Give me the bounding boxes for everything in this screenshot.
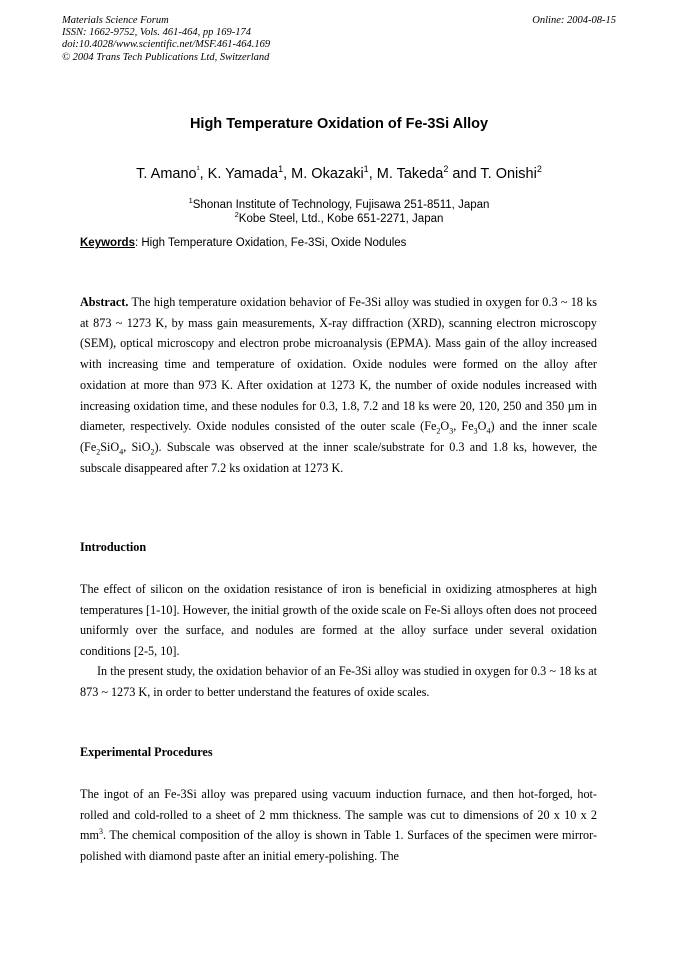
affiliation-text: Kobe Steel, Ltd., Kobe 651-2271, Japan bbox=[238, 212, 444, 225]
subscript: 3 bbox=[449, 426, 454, 436]
subscript: 4 bbox=[119, 447, 124, 457]
abstract-text: , SiO bbox=[123, 439, 151, 454]
running-header-left bbox=[62, 15, 270, 64]
author-mark: ¹ bbox=[196, 164, 200, 174]
author-sup: 1 bbox=[363, 164, 369, 174]
subscript: 2 bbox=[96, 447, 101, 457]
affiliation-sup: 1 bbox=[188, 196, 193, 205]
experimental-text: The ingot of an Fe-3Si alloy was prepared using vacuum induction furnace, and then hot-forged, hot-rolled and cold-rolled to a sheet of 2 mm thickness. The sample was cut to dimensions of 20 x 10 x 2 mm bbox=[80, 787, 597, 843]
introduction-paragraph-1: The effect of silicon on the oxidation resistance of iron is beneficial in oxidizing atmospheres at high temperatures [1-10]. However, the initial growth of the oxide scale on Fe-Si alloys often does not proceed uniformly over the surface, and nodules are formed at the alloy surface under several oxidation conditions [2-5, 10]. bbox=[80, 582, 597, 659]
section-heading-introduction: Introduction bbox=[80, 540, 147, 554]
author-name: T. Amano bbox=[136, 165, 197, 182]
issn-line: ISSN: 1662-9752, Vols. 461-464, pp 169-174 bbox=[62, 27, 251, 39]
experimental-text: . The chemical composition of the alloy is shown in Table 1. Surfaces of the specimen were mirror-polished with diamond paste after an initial emery-polishing. The bbox=[80, 828, 597, 864]
journal-name: Materials Science Forum bbox=[62, 15, 169, 26]
subscript: 2 bbox=[436, 426, 441, 436]
author-sup: 1 bbox=[278, 164, 284, 174]
abstract-text: ). Subscale was observed at the inner scale/substrate for 0.3 and 1.8 ks, however, the subscale disappeared after 7.2 ks oxidation at 1273 K. bbox=[80, 439, 597, 475]
subscript: 2 bbox=[150, 447, 155, 457]
subscript: 4 bbox=[486, 426, 491, 436]
doi-line: doi:10.4028/www.scientific.net/MSF.461-464.169 bbox=[62, 39, 271, 51]
paper-title: High Temperature Oxidation of Fe-3Si Alloy bbox=[189, 116, 489, 132]
abstract-text: SiO bbox=[100, 439, 120, 454]
author-sup: 2 bbox=[443, 164, 449, 174]
copyright-line: © 2004 Trans Tech Publications Ltd, Switzerland bbox=[62, 51, 270, 63]
keywords-line bbox=[80, 237, 406, 249]
keywords-label: Keywords bbox=[80, 237, 135, 249]
affiliation-text: Shonan Institute of Technology, Fujisawa 251-8511, Japan bbox=[192, 198, 490, 211]
abstract-text: ) and the inner scale (Fe bbox=[80, 419, 597, 454]
abstract-label: Abstract. bbox=[80, 295, 129, 309]
abstract-text: , Fe bbox=[453, 419, 474, 434]
author-list bbox=[0, 164, 678, 182]
affiliation-2 bbox=[0, 208, 678, 226]
author-name: , M. Takeda bbox=[368, 165, 444, 182]
section-heading-experimental: Experimental Procedures bbox=[80, 745, 213, 759]
superscript: 3 bbox=[98, 827, 103, 837]
subscript: 3 bbox=[473, 426, 478, 436]
experimental-paragraph bbox=[80, 784, 597, 867]
author-sup: 2 bbox=[536, 164, 542, 174]
abstract-text: O bbox=[440, 419, 450, 434]
keywords-text: : High Temperature Oxidation, Fe-3Si, Oxide Nodules bbox=[134, 237, 407, 249]
introduction-paragraph-2: In the present study, the oxidation behavior of an Fe-3Si alloy was studied in oxygen for 0.3 ~ 18 ks at 873 ~ 1273 K, in order to better understand the features of oxide scales. bbox=[80, 664, 597, 699]
abstract-text: The high temperature oxidation behavior of Fe-3Si alloy was studied in oxygen for 0.3 ~ 18 ks at 873 ~ 1273 K, by mass gain measurements, X-ray diffraction (XRD), scanning electron microscopy (SEM), optical microscopy and electron probe microanalysis (EPMA). Mass gain of the alloy increased with increasing time and temperature of oxidation. Oxide nodules were formed on the alloy after oxidation at more than 973 K. After oxidation at 1273 K, the number of oxide nodules increased with increasing oxidation time, and these nodules for 0.3, 1.8, 7.2 and 18 ks were 20, 120, 250 and 350 µm in diameter, respectively. Oxide nodules consisted of the outer scale (Fe bbox=[80, 295, 597, 434]
author-name: and T. Onishi bbox=[448, 165, 537, 182]
author-name: , K. Yamada bbox=[199, 165, 279, 182]
abstract-text: O bbox=[477, 419, 487, 434]
abstract-paragraph bbox=[80, 292, 597, 478]
online-date: Online: 2004-08-15 bbox=[532, 15, 616, 26]
affiliation-sup: 2 bbox=[234, 210, 239, 219]
author-name: , M. Okazaki bbox=[283, 165, 364, 182]
